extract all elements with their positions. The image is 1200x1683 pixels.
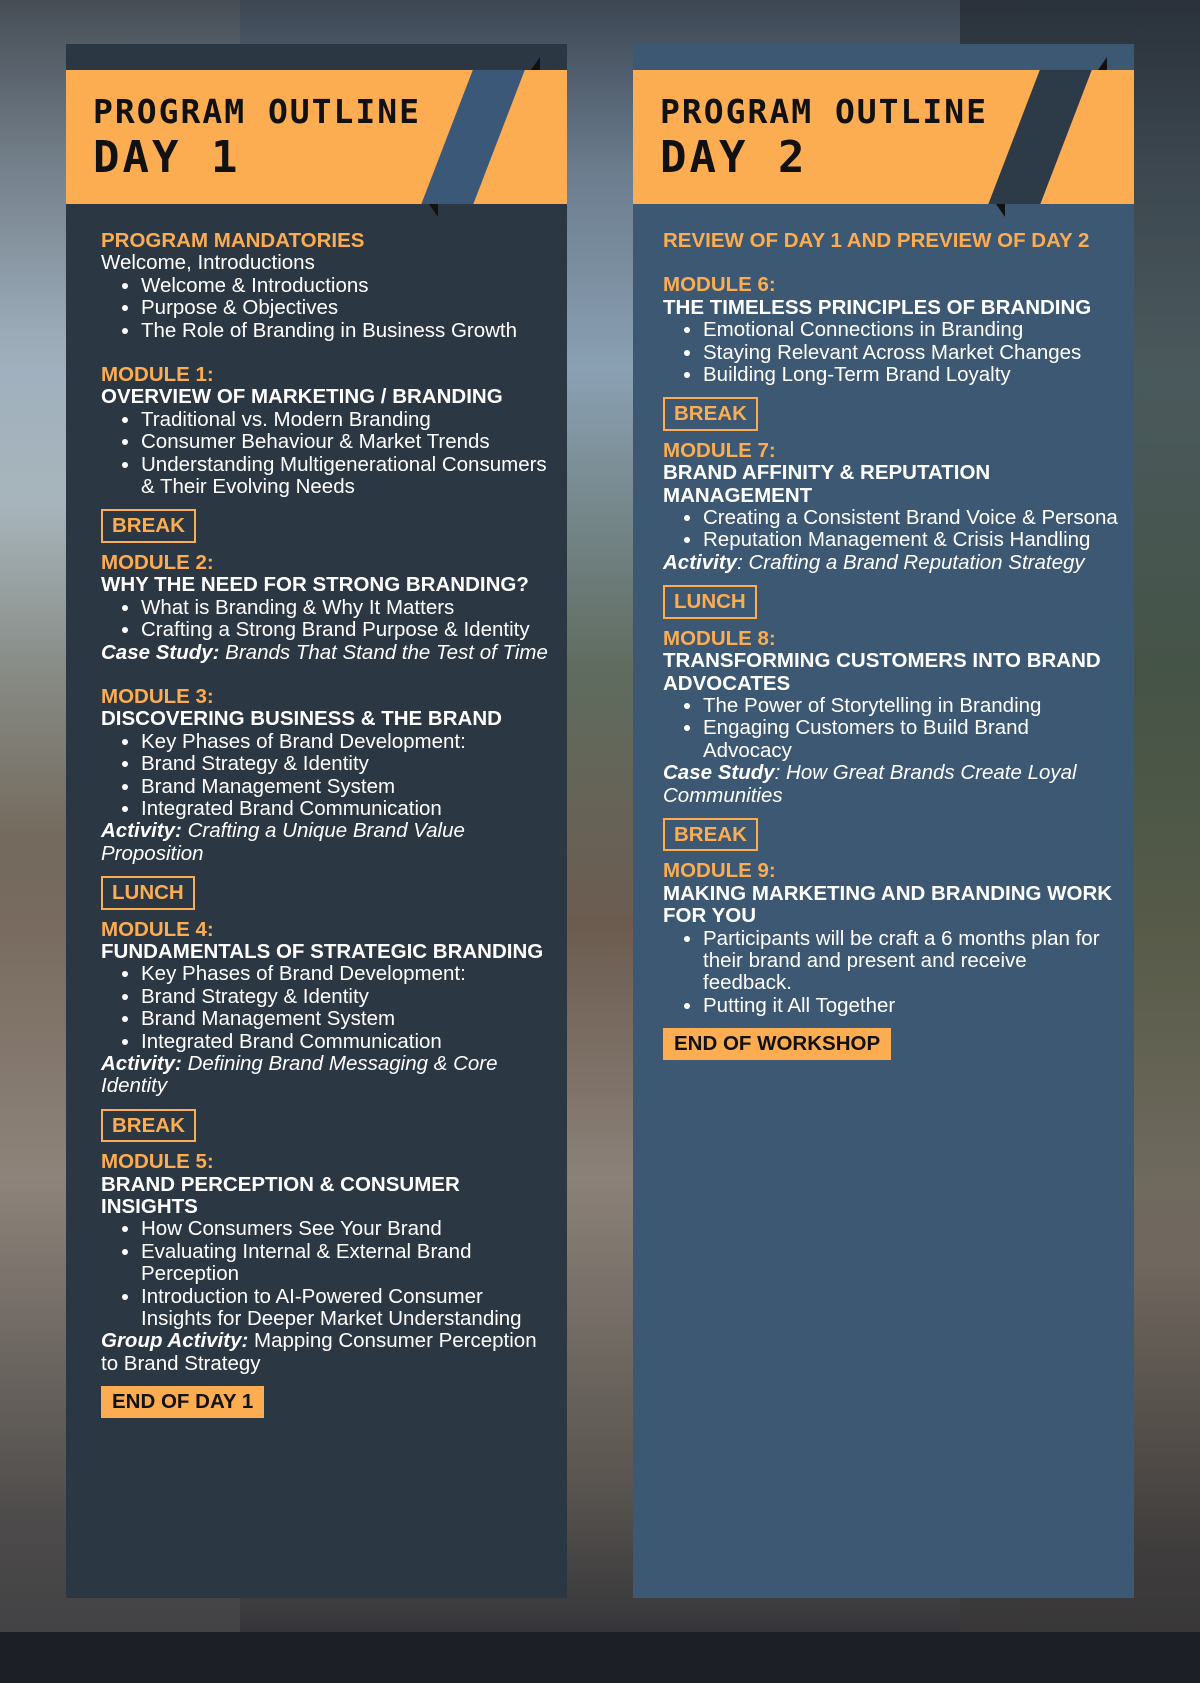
module-label: MODULE 4: — [101, 917, 214, 941]
module-label: MODULE 2: — [101, 550, 214, 574]
day2-banner — [633, 70, 1134, 204]
module-list — [101, 597, 557, 642]
list-item: • Engaging Customers to Build Brand Advocacy — [703, 717, 1119, 762]
module-label: MODULE 6: — [663, 273, 776, 297]
module-label: MODULE 9: — [663, 859, 776, 883]
list-item: • Brand Strategy & Identity — [141, 753, 557, 775]
list-item: • Crafting a Strong Brand Purpose & Identity — [141, 619, 557, 641]
list-item: • Introduction to AI-Powered Consumer Insights for Deeper Market Understanding — [141, 1286, 557, 1331]
module-label: MODULE 3: — [101, 684, 214, 708]
break-badge: BREAK — [101, 1109, 196, 1142]
banner-day: DAY 1 — [93, 132, 241, 183]
module-list — [663, 928, 1119, 1018]
list-item: • Staying Relevant Across Market Changes — [703, 342, 1119, 364]
lunch-badge: LUNCH — [101, 876, 195, 909]
module-title: BRAND AFFINITY & REPUTATION MANAGEMENT — [663, 461, 991, 507]
list-item: • Integrated Brand Communication — [141, 798, 557, 820]
module-label: MODULE 1: — [101, 363, 214, 387]
module-list — [101, 963, 557, 1053]
module-list — [663, 319, 1119, 386]
day1-banner — [66, 70, 567, 204]
break-badge: BREAK — [101, 509, 196, 542]
list-item: • Brand Management System — [141, 776, 557, 798]
list-item: • Understanding Multigenerational Consumers & Their Evolving Needs — [141, 454, 557, 499]
module-title: OVERVIEW OF MARKETING / BRANDING — [101, 385, 503, 409]
lunch-badge: LUNCH — [663, 585, 757, 618]
list-item: • Evaluating Internal & External Brand Perception — [141, 1241, 557, 1286]
group-activity-note: Group Activity: Mapping Consumer Perception to Brand Strategy — [101, 1329, 537, 1375]
ribbon-fold-top — [1098, 57, 1107, 70]
list-item: • Key Phases of Brand Development: — [141, 731, 557, 753]
list-item: • Participants will be craft a 6 months plan for their brand and present and receive feedback. — [703, 928, 1119, 995]
module-title: MAKING MARKETING AND BRANDING WORK FOR YOU — [663, 881, 1113, 928]
list-item: • Putting it All Together — [703, 995, 1119, 1017]
module-title: BRAND PERCEPTION & CONSUMER INSIGHTS — [101, 1172, 460, 1219]
list-item: • Purpose & Objectives — [141, 297, 557, 319]
break-badge: BREAK — [663, 397, 758, 430]
ribbon-fold-bottom — [429, 204, 438, 217]
list-item: • Brand Strategy & Identity — [141, 986, 557, 1008]
activity-note: Activity: Crafting a Unique Brand Value Proposition — [101, 819, 465, 865]
end-of-day-badge: END OF DAY 1 — [101, 1386, 264, 1417]
module-list — [663, 507, 1119, 552]
day2-content — [663, 230, 1119, 1060]
banner-title: PROGRAM OUTLINE — [93, 92, 422, 131]
module-title: FUNDAMENTALS OF STRATEGIC BRANDING — [101, 939, 544, 963]
list-item: • Key Phases of Brand Development: — [141, 963, 557, 985]
list-item: • Emotional Connections in Branding — [703, 319, 1119, 341]
list-item: • Traditional vs. Modern Branding — [141, 409, 557, 431]
case-study-note: Case Study: How Great Brands Create Loyal Communities — [663, 761, 1077, 807]
list-item: • Creating a Consistent Brand Voice & Persona — [703, 507, 1119, 529]
day1-content — [101, 230, 557, 1418]
section-heading: PROGRAM MANDATORIES — [101, 229, 365, 252]
break-badge: BREAK — [663, 818, 758, 851]
list-item: • What is Branding & Why It Matters — [141, 597, 557, 619]
end-of-workshop-badge: END OF WORKSHOP — [663, 1028, 891, 1059]
module-label: MODULE 5: — [101, 1150, 214, 1174]
case-study-note: Case Study: Brands That Stand the Test of Time — [101, 640, 548, 664]
list-item: • Building Long-Term Brand Loyalty — [703, 364, 1119, 386]
module-list — [101, 409, 557, 499]
module-list — [101, 1218, 557, 1330]
list-item: • Reputation Management & Crisis Handling — [703, 529, 1119, 551]
banner-day: DAY 2 — [660, 132, 808, 183]
list-item: • Brand Management System — [141, 1008, 557, 1030]
list-item: • How Consumers See Your Brand — [141, 1218, 557, 1240]
module-title: DISCOVERING BUSINESS & THE BRAND — [101, 707, 502, 731]
mandatories-list — [101, 275, 557, 342]
activity-note: Activity: Crafting a Brand Reputation Strategy — [663, 550, 1085, 574]
ribbon-fold-bottom — [996, 204, 1005, 217]
list-item: • The Power of Storytelling in Branding — [703, 695, 1119, 717]
list-item: • The Role of Branding in Business Growth — [141, 320, 557, 342]
list-item: • Welcome & Introductions — [141, 275, 557, 297]
module-label: MODULE 8: — [663, 626, 776, 650]
module-list — [101, 731, 557, 821]
banner-title: PROGRAM OUTLINE — [660, 92, 989, 131]
section-heading: REVIEW OF DAY 1 AND PREVIEW OF DAY 2 — [663, 229, 1090, 252]
bottom-bar — [0, 1632, 1200, 1683]
list-item: • Consumer Behaviour & Market Trends — [141, 431, 557, 453]
banner-ribbon — [978, 70, 1095, 204]
module-title: WHY THE NEED FOR STRONG BRANDING? — [101, 573, 529, 597]
module-title: TRANSFORMING CUSTOMERS INTO BRAND ADVOCATES — [663, 649, 1101, 695]
activity-note: Activity: Defining Brand Messaging & Core Identity — [101, 1052, 498, 1098]
day2-panel — [633, 44, 1134, 1598]
module-list — [663, 695, 1119, 762]
section-subheading: Welcome, Introductions — [101, 251, 315, 275]
ribbon-fold-top — [531, 57, 540, 70]
list-item: • Integrated Brand Communication — [141, 1031, 557, 1053]
banner-ribbon — [411, 70, 528, 204]
day1-panel — [66, 44, 567, 1598]
module-title: THE TIMELESS PRINCIPLES OF BRANDING — [663, 295, 1092, 319]
module-label: MODULE 7: — [663, 438, 776, 462]
